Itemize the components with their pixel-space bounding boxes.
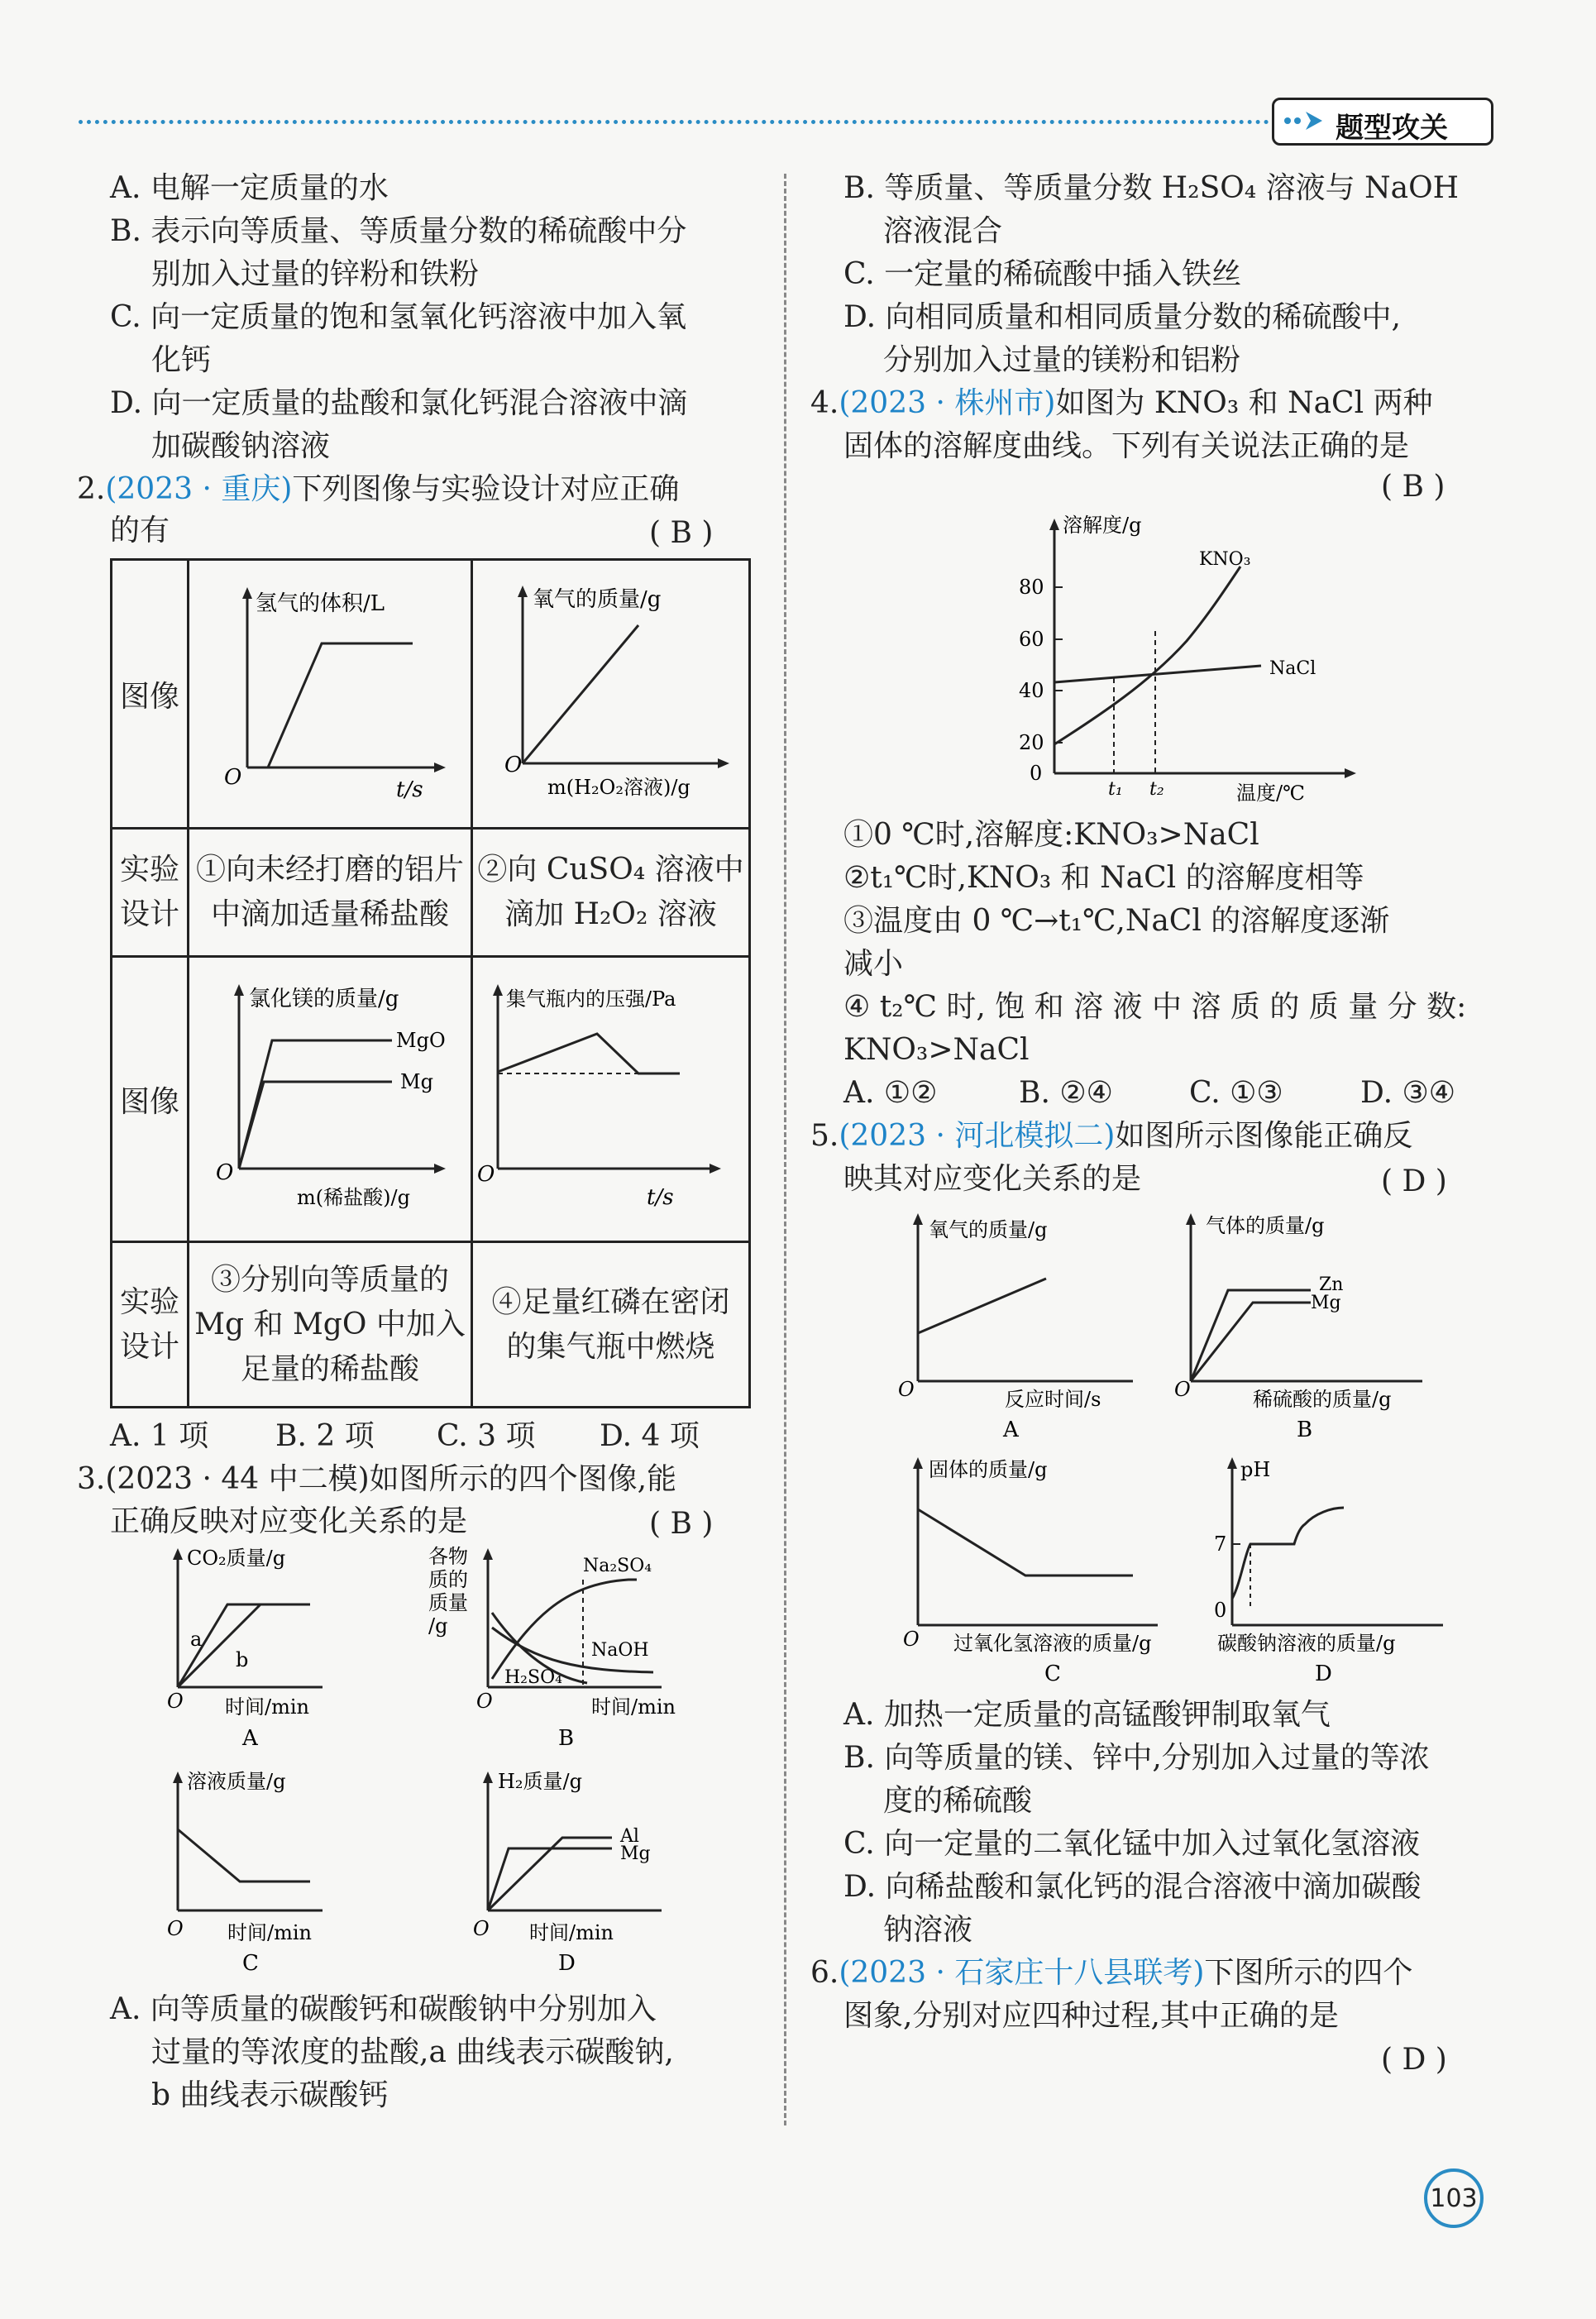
design-line-1: ③分别向等质量的 [210, 1262, 449, 1297]
origin: O [473, 1917, 490, 1940]
curve [1232, 1508, 1344, 1599]
y-label: 氯化镁的质量/g [249, 987, 399, 1011]
graph-letter: C [1044, 1662, 1061, 1686]
q4-stem [810, 385, 1433, 422]
q3-option-b: B. 等质量、等质量分数 H₂SO₄ 溶液与 NaOH [843, 171, 1459, 205]
arrow-icon [1283, 110, 1329, 131]
design-line-1: ①向未经打磨的铝片 [195, 853, 464, 887]
curve-mg [239, 1082, 392, 1169]
t2-label: t₂ [1149, 779, 1164, 800]
y-arrow [483, 1548, 493, 1560]
q2-stem-text: 下列图像与实验设计对应正确 [292, 472, 680, 506]
q5-option-b: B. 向等质量的镁、锌中,分别加入过量的等浓 [843, 1741, 1430, 1775]
q5-option-c: C. 向一定量的二氧化锰中加入过氧化氢溶液 [843, 1827, 1421, 1861]
q2-option-d: D. 4 项 [600, 1419, 700, 1453]
x-label: 反应时间/s [1005, 1388, 1101, 1411]
q2-option-a: A. 1 项 [110, 1419, 209, 1453]
q4-statement-3-cont: 减小 [843, 947, 904, 981]
origin: O [167, 1917, 184, 1940]
graph-letter: D [558, 1951, 576, 1976]
q2-design-4 [472, 1242, 750, 1408]
design-line-2: 中滴加适量稀盐酸 [210, 897, 449, 931]
q2-graph-3 [189, 958, 471, 1237]
q5-option-d-cont: 钠溶液 [883, 1913, 973, 1947]
header-dotted-line [79, 120, 1269, 124]
q6-stem-cont: 图象,分别对应四种过程,其中正确的是 [843, 1999, 1339, 2033]
q5-stem-text: 如图所示图像能正确反 [1115, 1119, 1413, 1153]
y-tick-label-80: 80 [1019, 576, 1044, 599]
y-label: 固体的质量/g [929, 1458, 1048, 1481]
x-label: 时间/min [227, 1921, 312, 1944]
q2-row-label-design-2 [112, 1242, 189, 1408]
q5-source: (2023 · 河北模拟二) [839, 1119, 1116, 1153]
y-tick-label-40: 40 [1019, 679, 1044, 702]
q6-number: 6. [810, 1956, 839, 1990]
label-line-2: 设计 [119, 1329, 179, 1364]
q4-answer: ( B ) [1381, 470, 1445, 504]
q2-graph-4-cell [472, 957, 750, 1242]
origin: O [903, 1628, 920, 1651]
series-mg-label: Mg [400, 1070, 433, 1093]
y-arrow [173, 1548, 183, 1560]
graph-letter: B [1297, 1418, 1313, 1442]
q5-option-a: A. 加热一定质量的高锰酸钾制取氧气 [843, 1698, 1331, 1732]
graph-letter: C [242, 1951, 259, 1976]
curve [178, 1829, 310, 1881]
x-arrow [434, 1164, 446, 1174]
q3-option-a-cont-1: 过量的等浓度的盐酸,a 曲线表示碳酸钠, [151, 2035, 674, 2069]
q5-stem [810, 1118, 1412, 1155]
curve-a-label: a [190, 1628, 203, 1651]
series-mg-label: Mg [620, 1843, 651, 1864]
design-line-2: 的集气瓶中燃烧 [506, 1329, 715, 1364]
q4-statement-3: ③温度由 0 ℃→t₁℃,NaCl 的溶解度逐渐 [843, 904, 1390, 938]
q5-graph-c [893, 1451, 1199, 1691]
y-arrow [1049, 519, 1059, 530]
x-arrow [718, 758, 729, 768]
q3-source: (2023 · 44 中二模) [105, 1462, 370, 1496]
curve [498, 1034, 680, 1073]
curve-mg [488, 1848, 612, 1910]
y-arrow [1227, 1457, 1237, 1469]
q1-option-b: B. 表示向等质量、等质量分数的稀硫酸中分 [110, 214, 687, 248]
x-label: 时间/min [529, 1921, 614, 1944]
q4-option-a: A. ①② [843, 1076, 938, 1110]
q2-stem [77, 471, 679, 508]
y-tick-label-60: 60 [1019, 628, 1044, 651]
series-naoh-label: NaOH [591, 1640, 649, 1661]
q4-number: 4. [810, 386, 839, 420]
q4-statement-1: ①0 ℃时,溶解度:KNO₃>NaCl [843, 818, 1259, 852]
q6-source: (2023 · 石家庄十八县联考) [839, 1956, 1205, 1990]
q2-source: (2023 · 重庆) [105, 472, 293, 506]
y-label-3: 质量 [428, 1591, 468, 1614]
y-label-1: 各物 [428, 1545, 468, 1568]
q3-option-b-cont: 溶液混合 [883, 214, 1003, 248]
design-line-2: Mg 和 MgO 中加入 [194, 1307, 466, 1341]
y-label: 溶解度/g [1063, 514, 1142, 537]
y-arrow [913, 1457, 923, 1469]
y-label: 氧气的质量/g [929, 1218, 1048, 1241]
origin: O [476, 1690, 493, 1713]
y-arrow [242, 587, 252, 599]
t1-label: t₁ [1108, 779, 1123, 800]
y-arrow [913, 1213, 923, 1225]
design-line-1: ④足量红磷在密闭 [491, 1284, 730, 1319]
y-label-2: 质的 [428, 1568, 468, 1591]
q3-graph-a [157, 1538, 331, 1762]
curve [268, 643, 413, 767]
q1-option-b-cont: 别加入过量的锌粉和铁粉 [151, 257, 480, 291]
q1-option-d: D. 向一定质量的盐酸和氯化钙混合溶液中滴 [110, 386, 688, 420]
graph-letter: A [1003, 1418, 1019, 1442]
y-label: 气体的质量/g [1206, 1214, 1325, 1237]
y-label: CO₂质量/g [187, 1547, 286, 1570]
q2-graph-1 [189, 561, 471, 824]
y-arrow [234, 984, 244, 996]
q3-option-a: A. 向等质量的碳酸钙和碳酸钠中分别加入 [110, 1992, 657, 2026]
x-label: m(稀盐酸)/g [297, 1186, 410, 1209]
x-label: 时间/min [225, 1695, 309, 1719]
y-label: 集气瓶内的压强/Pa [506, 987, 676, 1011]
q4-source: (2023 · 株州市) [839, 386, 1056, 420]
series-al-label: Al [620, 1826, 639, 1847]
q3-answer: ( B ) [649, 1507, 714, 1541]
y-label: 溶液质量/g [187, 1770, 286, 1793]
q2-row-label-image-1: 图像 [112, 560, 189, 829]
curve-zn [1191, 1303, 1311, 1381]
y-tick-label-7: 7 [1214, 1532, 1227, 1556]
label-line-1: 实验 [119, 853, 179, 887]
q3-stem-text: 如图所示的四个图像,能 [369, 1462, 677, 1496]
q5-graph-b [1170, 1207, 1435, 1447]
section-title: 题型攻关 [1336, 112, 1448, 145]
x-arrow [1345, 768, 1356, 778]
origin: O [1174, 1378, 1191, 1401]
q3-option-d-cont: 分别加入过量的镁粉和铝粉 [883, 343, 1241, 377]
q2-option-c: C. 3 项 [437, 1419, 536, 1453]
q3-stem [77, 1461, 676, 1498]
q6-answer: ( D ) [1381, 2043, 1447, 2077]
q2-graph-2 [473, 561, 748, 824]
graph-letter: D [1315, 1662, 1332, 1686]
graph-letter: A [242, 1726, 258, 1751]
y-label: 氢气的体积/L [256, 591, 385, 616]
q2-answer: ( B ) [649, 516, 714, 550]
curve [523, 625, 638, 763]
curve-b-label: b [236, 1648, 249, 1671]
y-label: 氧气的质量/g [533, 587, 662, 612]
origin: O [167, 1690, 184, 1713]
q3-graph-b [422, 1538, 695, 1762]
q6-stem-text: 下图所示的四个 [1204, 1956, 1413, 1990]
y-arrow [483, 1772, 493, 1783]
origin: O [216, 1160, 234, 1185]
y-arrow [173, 1772, 183, 1783]
q5-answer: ( D ) [1381, 1164, 1447, 1198]
x-label: m(H₂O₂溶液)/g [547, 776, 690, 799]
design-line-3: 足量的稀盐酸 [240, 1351, 419, 1386]
q3-graph-d [463, 1762, 695, 1985]
x-label: 稀硫酸的质量/g [1253, 1388, 1392, 1411]
q6-stem [810, 1955, 1412, 1991]
q2-row-label-image-2: 图像 [112, 957, 189, 1242]
q4-option-b: B. ②④ [1019, 1076, 1113, 1110]
column-divider [784, 174, 786, 2125]
graph-letter: B [558, 1726, 575, 1751]
series-kno3-label: KNO₃ [1199, 549, 1251, 570]
page-number: 103 [1424, 2168, 1484, 2228]
q1-option-a: A. 电解一定质量的水 [110, 171, 389, 205]
x-label: 碳酸钠溶液的质量/g [1217, 1632, 1396, 1655]
curve [918, 1509, 1133, 1575]
y-arrow [518, 586, 528, 597]
series-nacl-label: NaCl [1269, 658, 1316, 679]
q3-option-c: C. 一定量的稀硫酸中插入铁丝 [843, 257, 1242, 291]
q5-option-d: D. 向稀盐酸和氯化钙的混合溶液中滴加碳酸 [843, 1870, 1422, 1904]
q2-design-3 [189, 1242, 472, 1408]
x-arrow [710, 1164, 721, 1174]
q4-stem-text: 如图为 KNO₃ 和 NaCl 两种 [1055, 386, 1433, 420]
q4-option-d: D. ③④ [1360, 1076, 1456, 1110]
label-line-2: 设计 [119, 897, 179, 931]
x-label: t/s [647, 1185, 674, 1210]
q1-option-d-cont: 加碳酸钠溶液 [151, 429, 331, 463]
q3-option-a-cont-2: b 曲线表示碳酸钙 [151, 2078, 389, 2112]
q4-stem-cont: 固体的溶解度曲线。下列有关说法正确的是 [843, 429, 1410, 463]
q2-stem-cont: 的有 [110, 514, 170, 547]
q5-number: 5. [810, 1119, 839, 1153]
y-arrow [1186, 1213, 1196, 1225]
q2-graph-3-cell [189, 957, 472, 1242]
q2-row-label-design-1 [112, 829, 189, 957]
design-line-1: ②向 CuSO₄ 溶液中 [477, 853, 744, 887]
origin: O [898, 1378, 915, 1401]
q2-table [110, 558, 751, 1408]
q4-statement-2: ②t₁℃时,KNO₃ 和 NaCl 的溶解度相等 [843, 861, 1364, 895]
q1-option-c-cont: 化钙 [151, 343, 212, 377]
q3-option-d: D. 向相同质量和相同质量分数的稀硫酸中, [843, 300, 1401, 334]
q3-number: 3. [77, 1462, 106, 1496]
q4-statement-4-cont: KNO₃>NaCl [843, 1033, 1030, 1067]
origin: O [477, 1162, 495, 1187]
q4-option-c: C. ①③ [1189, 1076, 1283, 1110]
label-line-1: 实验 [119, 1284, 179, 1319]
q3-stem-cont: 正确反映对应变化关系的是 [110, 1504, 468, 1538]
q2-design-1 [189, 829, 472, 957]
origin: O [504, 753, 523, 777]
section-badge [1272, 98, 1493, 146]
q1-option-c: C. 向一定质量的饱和氢氧化钙溶液中加入氧 [110, 300, 687, 334]
q2-number: 2. [77, 472, 106, 506]
q2-graph-2-cell [472, 560, 750, 829]
q3-graph-c [157, 1762, 331, 1985]
q2-graph-4 [473, 958, 748, 1237]
q4-solubility-chart [992, 509, 1356, 806]
x-label: 时间/min [591, 1695, 676, 1719]
origin: O [224, 765, 242, 790]
q2-option-b: B. 2 项 [275, 1419, 375, 1453]
series-mg-label: Mg [1311, 1293, 1341, 1313]
q4-statement-4: ④ t₂℃ 时, 饱 和 溶 液 中 溶 质 的 质 量 分 数: [843, 990, 1467, 1024]
q5-option-b-cont: 度的稀硫酸 [883, 1784, 1033, 1818]
origin: 0 [1030, 762, 1043, 785]
q2-design-2 [472, 829, 750, 957]
q5-graph-d [1207, 1451, 1455, 1691]
series-na2so4-label: Na₂SO₄ [583, 1556, 652, 1576]
x-label: t/s [396, 777, 423, 802]
x-label: 温度/℃ [1236, 782, 1305, 805]
q2-graph-1-cell [189, 560, 472, 829]
y-label: pH [1240, 1458, 1271, 1481]
origin: 0 [1214, 1599, 1227, 1622]
y-tick-label-20: 20 [1019, 731, 1044, 754]
design-line-2: 滴加 H₂O₂ 溶液 [504, 897, 717, 931]
y-label-4: /g [428, 1614, 448, 1638]
x-label: 过氧化氢溶液的质量/g [953, 1632, 1152, 1655]
curve-mgo [239, 1040, 392, 1169]
series-zn-label: Zn [1319, 1274, 1344, 1295]
x-arrow [434, 763, 446, 772]
curve [918, 1279, 1046, 1333]
q5-stem-cont: 映其对应变化关系的是 [843, 1162, 1142, 1196]
series-mgo-label: MgO [396, 1029, 446, 1052]
series-h2so4-label: H₂SO₄ [504, 1667, 562, 1688]
y-label: H₂质量/g [498, 1770, 582, 1793]
q5-graph-a [893, 1207, 1141, 1447]
curve-kno3 [1054, 567, 1240, 744]
y-arrow [493, 984, 503, 996]
